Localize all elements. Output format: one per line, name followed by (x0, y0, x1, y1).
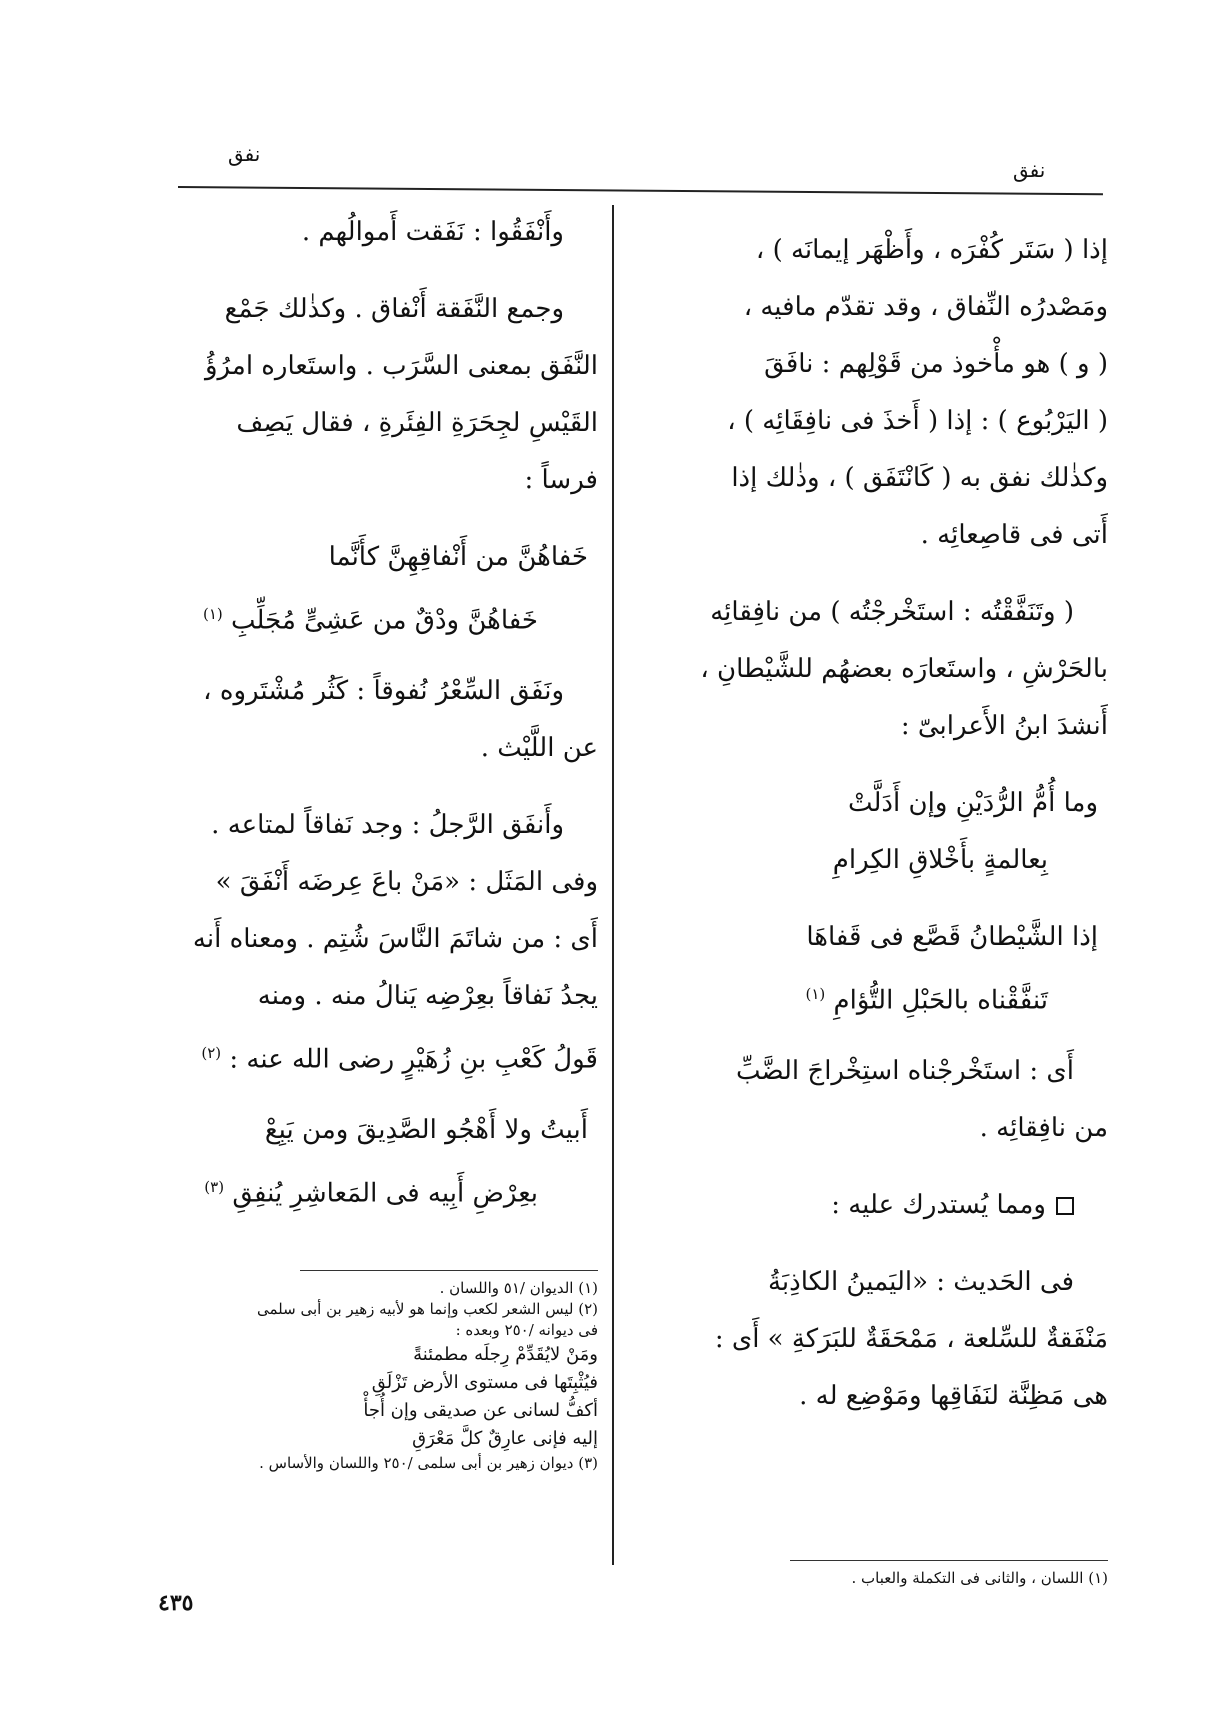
text-line: وأَنفَق الرَّجلُ : وجد نَفاقاً لمتاعه . (211, 810, 564, 840)
verse-line: بِعالمةٍ بأَخْلاقِ الكِرامِ (832, 845, 1048, 875)
text-line: يجدُ نَفاقاً بعِرْضِه يَنالُ منه . ومنه (257, 981, 598, 1011)
text-line: ( و ) هو مأْخوذ من قَوْلِهم : نافَقَ (764, 349, 1108, 379)
text-line: إذا ( سَتَر كُفْرَه ، وأَظْهَر إيمانَه ) ، (755, 235, 1108, 265)
addendum-heading: ومما يُستدرك عليه : (831, 1190, 1046, 1220)
verse-text: تَنفَّقْناه بالحَبْلِ التُّؤامِ (833, 985, 1048, 1016)
footnote-ref: (٢) (201, 1044, 222, 1062)
text-line: ومَصْدرُه النِّفاق ، وقد تقدّم مافيه ، (743, 292, 1108, 322)
text-line: عن اللَّيْث . (480, 733, 598, 763)
text-line: وفى المَثَل : «مَنْ باعَ عِرضَه أَنْفَقَ » (215, 867, 598, 897)
text-line (638, 1177, 1108, 1234)
left-column (168, 204, 598, 1216)
footnote-rule-right (790, 1560, 1108, 1561)
text-line: أَتى فى قاصِعائِه . (920, 520, 1108, 550)
column-divider (612, 205, 614, 1565)
footnote: فى ديوانه /٢٥٠ وبعده : (455, 1321, 598, 1339)
text-line: مَنْفَقةٌ للسِّلعة ، مَمْحَقَةٌ للبَرَكةِ » أَى : (714, 1324, 1108, 1354)
text-line: من نافِقائِه . (979, 1113, 1108, 1143)
footnote-poem-line: ومَنْ لايُقَدِّمْ رِجلَه مطمئنةً (413, 1344, 598, 1365)
text-line: أَنشدَ ابنُ الأَعرابىّ : (900, 711, 1108, 741)
footnote-ref: (١) (805, 985, 826, 1003)
footnote-rule-left (300, 1270, 598, 1271)
text-line: فرساً : (524, 465, 598, 495)
text-line (168, 1025, 598, 1082)
verse-line (638, 966, 1108, 1023)
text-line: ونَفَق السِّعْرُ نُفوقاً : كَثُر مُشْتَروه ، (203, 676, 564, 706)
header-left-word: نفق (228, 142, 261, 166)
text-line: ( وتَنَفَّقْتُه : استَخْرجْتُه ) من نافِقائِه (710, 597, 1074, 627)
footnote: (٣) ديوان زهير بن أبى سلمى /٢٥٠ واللسان والأساس . (259, 1454, 598, 1472)
page-number: ٤٣٥ (158, 1590, 194, 1616)
verse-line (168, 1159, 598, 1216)
text-line: القَيْسِ لجِحَرَةِ الفِئَرةِ ، فقال يَصِف (236, 408, 598, 438)
text-line: فى الحَديث : «اليَمينُ الكاذِبَةُ (767, 1267, 1074, 1297)
footnote-poem-line: إليه فإنى عارِقٌ كلَّ مَعْرَقِ (412, 1428, 598, 1449)
line-text: قَولُ كَعْبِ بنِ زُهَيْرٍ رضى الله عنه : (229, 1044, 598, 1075)
text-line: أَى : من شاتَمَ النَّاسَ شُتِم . ومعناه أَنه (192, 924, 598, 954)
verse-line: خَفاهُنَّ من أَنْفاقِهِنَّ كأَنَّما (328, 542, 588, 572)
text-line: وكذٰلك نفق به ( كَانْتَفَق ) ، وذٰلك إذا (731, 463, 1108, 493)
text-line: أَى : استَخْرجْناه استِخْراجَ الضَّبِّ (735, 1056, 1074, 1086)
header-rule (178, 186, 1103, 195)
footnote: (١) الديوان /٥١ واللسان . (439, 1279, 598, 1297)
verse-line: إذا الشَّيْطانُ قَصَّع فى قَفاهَا (806, 922, 1098, 952)
header-right-word: نفق (1013, 158, 1046, 182)
right-column (638, 222, 1108, 1425)
footnote-ref: (٣) (204, 1178, 225, 1196)
verse-line: وما أُمُّ الرُّدَيْنِ وإن أَدَلَّتْ (847, 788, 1098, 818)
text-line: وجمع النَّفَقة أَنْفاق . وكذٰلك جَمْع (224, 294, 564, 324)
verse-line (168, 586, 598, 643)
text-line: بالحَرْشِ ، واستَعارَه بعضهُم للشَّيْطانِ ، (700, 654, 1108, 684)
footnote-poem-line: فيُثْبِتَها فى مستوى الأرض تَزْلَقِ (371, 1372, 598, 1393)
footnote-right: (١) اللسان ، والثانى فى التكملة والعباب . (851, 1569, 1108, 1587)
footnote: (٢) ليس الشعر لكعب وإنما هو لأبيه زهير بن أبى سلمى (256, 1300, 598, 1318)
verse-line: أَبيتُ ولا أَهْجُو الصَّدِيقَ ومن يَبِعْ (264, 1115, 588, 1145)
text-line: هى مَظِنَّة لنَفَاقِها ومَوْضِع له . (799, 1381, 1108, 1411)
verse-text: بعِرْضِ أَبِيه فى المَعاشِرِ يُنفِقِ (232, 1178, 538, 1209)
text-line: النَّفَق بمعنى السَّرَب . واستَعاره امرُؤُ (204, 351, 598, 381)
footnote-ref: (١) (202, 605, 223, 623)
footnotes-left (150, 1278, 598, 1474)
text-line: وأَنْفَقُوا : نَفَقت أَموالُهم . (301, 217, 564, 247)
text-line: ( اليَرْبُوع ) : إذا ( أَخذَ فى نافِقَائِه ) ، (727, 406, 1108, 436)
verse-text: خَفاهُنَّ ودْقٌ من عَشِىٍّ مُجَلِّبِ (231, 605, 538, 636)
section-marker-square (1056, 1197, 1074, 1215)
footnote-poem-line: أكفُّ لسانى عن صديقى وإن أُجأْ (363, 1400, 598, 1421)
